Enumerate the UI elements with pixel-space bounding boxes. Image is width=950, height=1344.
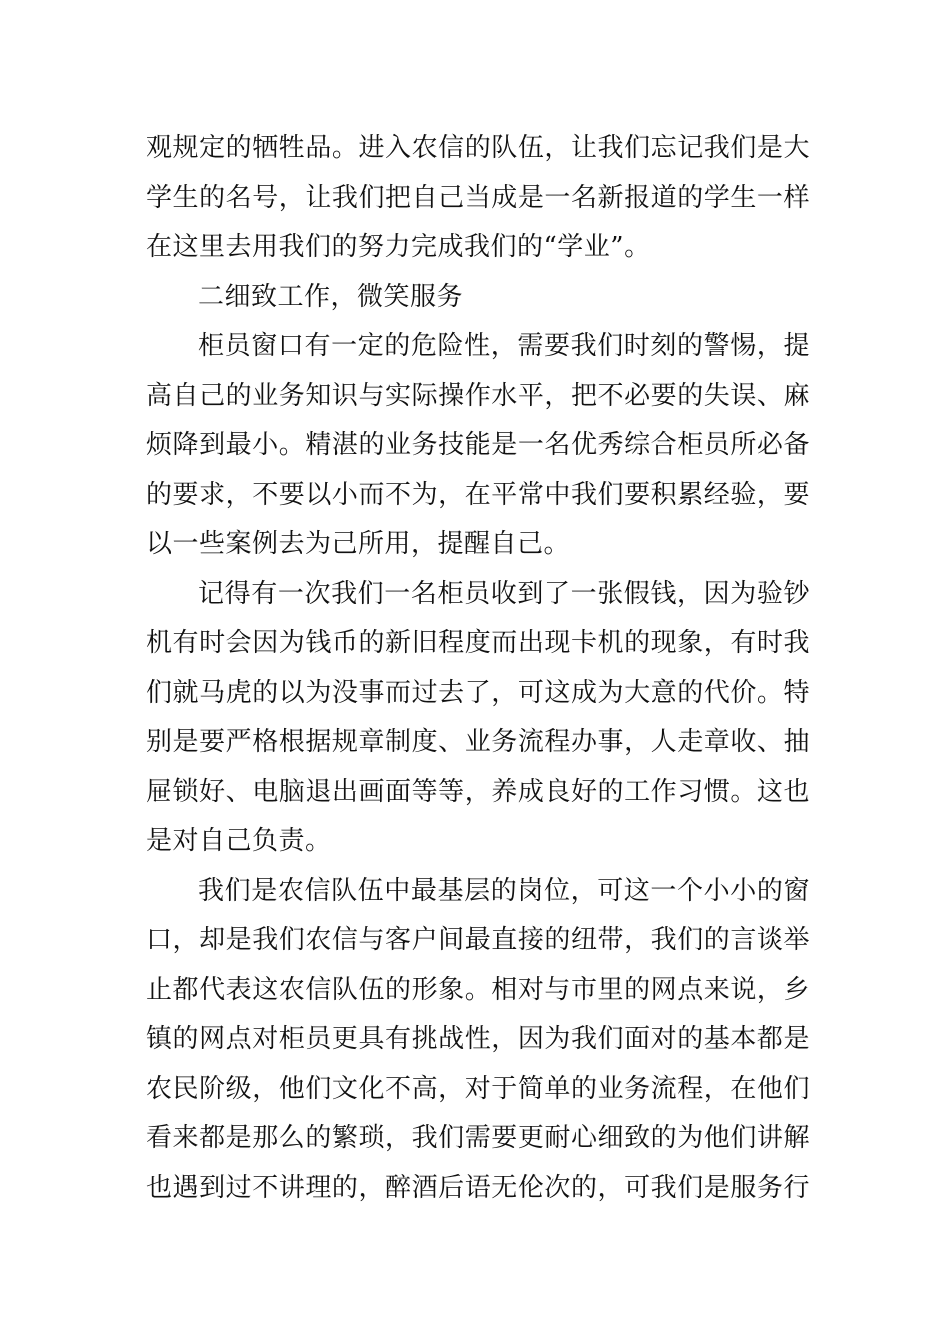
text-line: 机有时会因为钱币的新旧程度而出现卡机的现象，有时我	[146, 628, 810, 658]
document-body	[146, 124, 810, 1213]
text-line: 是对自己负责。	[146, 826, 332, 856]
text-line: 别是要严格根据规章制度、业务流程办事，人走章收、抽	[146, 727, 810, 757]
text-line: 记得有一次我们一名柜员收到了一张假钱，因为验钞	[198, 578, 810, 609]
text-line: 看来都是那么的繁琐，我们需要更耐心细致的为他们讲解	[146, 1123, 810, 1153]
text-line: 也遇到过不讲理的，醉酒后语无伦次的，可我们是服务行	[146, 1172, 810, 1203]
text-line: 镇的网点对柜员更具有挑战性，因为我们面对的基本都是	[146, 1024, 810, 1054]
text-line: 观规定的牺牲品。进入农信的队伍，让我们忘记我们是大	[146, 133, 810, 163]
text-line: 柜员窗口有一定的危险性，需要我们时刻的警惕，提	[198, 331, 810, 361]
text-line: 高自己的业务知识与实际操作水平，把不必要的失误、麻	[146, 380, 810, 411]
text-line: 以一些案例去为己所用，提醒自己。	[146, 529, 571, 559]
text-line: 们就马虎的以为没事而过去了，可这成为大意的代价。特	[146, 677, 810, 708]
text-line: 二细致工作，微笑服务	[198, 281, 464, 312]
text-line: 学生的名号，让我们把自己当成是一名新报道的学生一样	[146, 182, 810, 213]
text-line: 烦降到最小。精湛的业务技能是一名优秀综合柜员所必备	[146, 430, 810, 460]
text-line: 口，却是我们农信与客户间最直接的纽带，我们的言谈举	[146, 925, 810, 955]
text-line: 在这里去用我们的努力完成我们的“学业”。	[146, 232, 651, 262]
text-line: 我们是农信队伍中最基层的岗位，可这一个小小的窗	[198, 875, 810, 906]
text-line: 止都代表这农信队伍的形象。相对与市里的网点来说，乡	[146, 974, 810, 1005]
text-line: 的要求，不要以小而不为，在平常中我们要积累经验，要	[146, 479, 810, 510]
text-line: 农民阶级，他们文化不高，对于简单的业务流程，在他们	[146, 1073, 810, 1104]
text-line: 屉锁好、电脑退出画面等等，养成良好的工作习惯。这也	[146, 776, 810, 807]
